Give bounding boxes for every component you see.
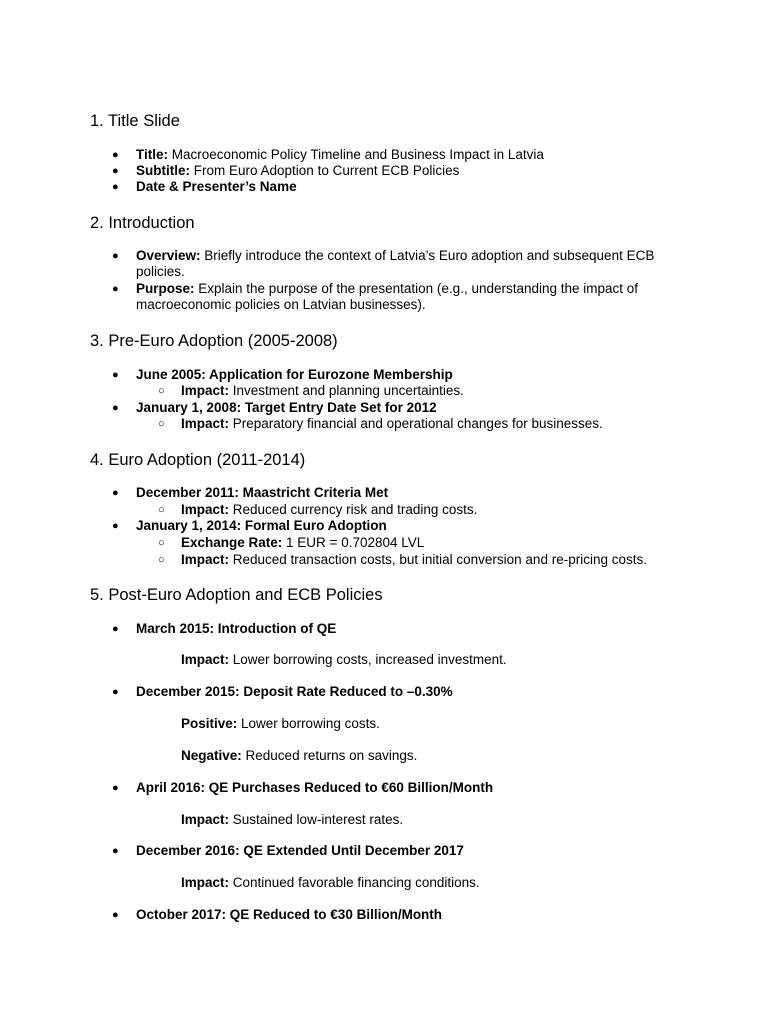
bullet-icon: ●	[112, 845, 119, 857]
bullet-icon: ●	[112, 149, 119, 161]
bullet-icon: ●	[112, 402, 119, 414]
overview-item: Overview: Briefly introduce the context of Latvia’s Euro adoption and subsequent ECB	[136, 248, 655, 263]
sub-bullet-icon: ○	[158, 418, 165, 430]
purpose-item: Purpose: Explain the purpose of the presentation (e.g., understanding the impact of	[136, 281, 639, 296]
subtitle-item: Subtitle: From Euro Adoption to Current ECB Policies	[136, 163, 460, 178]
date-presenter-item: Date & Presenter’s Name	[136, 179, 297, 194]
timeline-event: January 1, 2014: Formal Euro Adoption	[136, 518, 387, 533]
bullet-icon: ●	[112, 165, 119, 177]
impact-item: Impact: Investment and planning uncertainties.	[181, 383, 464, 398]
bullet-icon: ●	[112, 181, 119, 193]
impact-item: Impact: Sustained low-interest rates.	[181, 812, 404, 827]
impact-item: Impact: Reduced transaction costs, but initial conversion and re-pricing costs.	[181, 552, 647, 567]
exchange-rate-item: Exchange Rate: 1 EUR = 0.702804 LVL	[181, 535, 425, 550]
impact-item: Impact: Continued favorable financing conditions.	[181, 875, 480, 890]
sub-bullet-icon: ○	[158, 504, 165, 516]
bullet-icon: ●	[112, 686, 119, 698]
overview-item-cont: policies.	[136, 264, 185, 279]
timeline-event: December 2016: QE Extended Until December 2017	[136, 843, 464, 858]
timeline-event: October 2017: QE Reduced to €30 Billion/Month	[136, 907, 443, 922]
timeline-event: December 2015: Deposit Rate Reduced to –0.30%	[136, 684, 453, 699]
sub-bullet-icon: ○	[158, 537, 165, 549]
bullet-icon: ●	[112, 283, 119, 295]
sub-bullet-icon: ○	[158, 554, 165, 566]
negative-item: Negative: Reduced returns on savings.	[181, 748, 418, 763]
section-1-heading: 1. Title Slide	[90, 112, 180, 130]
bullet-icon: ●	[112, 782, 119, 794]
section-4-heading: 4. Euro Adoption (2011-2014)	[90, 451, 306, 469]
timeline-event: April 2016: QE Purchases Reduced to €60 Billion/Month	[136, 780, 494, 795]
bullet-icon: ●	[112, 623, 119, 635]
bullet-icon: ●	[112, 520, 119, 532]
section-3-heading: 3. Pre-Euro Adoption (2005-2008)	[90, 332, 338, 350]
bullet-icon: ●	[112, 369, 119, 381]
timeline-event: January 1, 2008: Target Entry Date Set for 2012	[136, 400, 437, 415]
purpose-item-cont: macroeconomic policies on Latvian businesses).	[136, 297, 426, 312]
bullet-icon: ●	[112, 487, 119, 499]
impact-item: Impact: Reduced currency risk and trading costs.	[181, 502, 478, 517]
impact-item: Impact: Preparatory financial and operational changes for businesses.	[181, 416, 603, 431]
bullet-icon: ●	[112, 250, 119, 262]
title-item: Title: Macroeconomic Policy Timeline and Business Impact in Latvia	[136, 147, 544, 162]
timeline-event: June 2005: Application for Eurozone Membership	[136, 367, 453, 382]
section-2-heading: 2. Introduction	[90, 214, 195, 232]
impact-item: Impact: Lower borrowing costs, increased investment.	[181, 652, 507, 667]
positive-item: Positive: Lower borrowing costs.	[181, 716, 380, 731]
bullet-icon: ●	[112, 909, 119, 921]
section-5-heading: 5. Post-Euro Adoption and ECB Policies	[90, 586, 383, 604]
timeline-event: December 2011: Maastricht Criteria Met	[136, 485, 389, 500]
sub-bullet-icon: ○	[158, 385, 165, 397]
timeline-event: March 2015: Introduction of QE	[136, 621, 337, 636]
